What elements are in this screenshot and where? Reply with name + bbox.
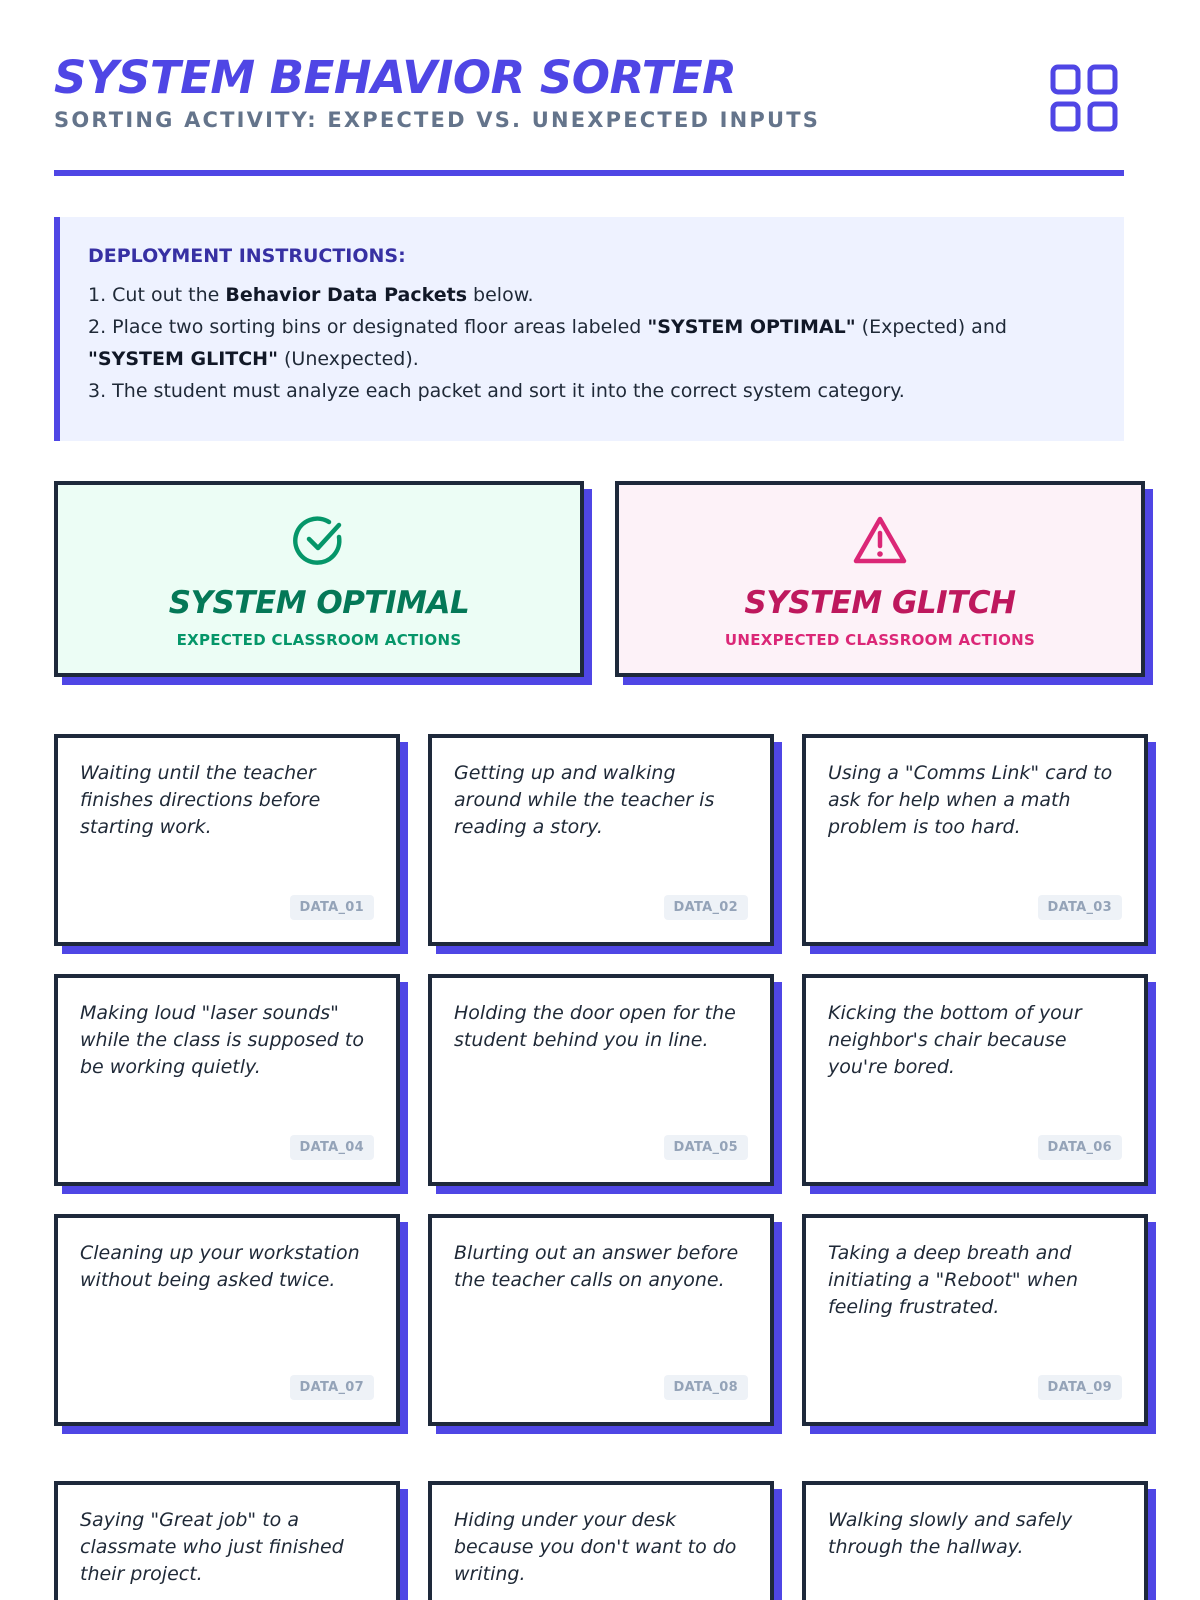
card-tag: DATA_09 (1038, 1375, 1122, 1400)
bin-glitch-title: SYSTEM GLITCH (744, 585, 1016, 621)
behavior-card[interactable] (802, 1214, 1148, 1426)
page-header (54, 50, 1124, 174)
card-tag: DATA_03 (1038, 895, 1122, 920)
behavior-card[interactable] (802, 974, 1148, 1186)
bin-optimal-subtitle: EXPECTED CLASSROOM ACTIONS (176, 631, 462, 649)
card-text: Taking a deep breath and initiating a "Reboot" when feeling frustrated. (828, 1242, 1079, 1318)
card-tag: DATA_06 (1038, 1135, 1122, 1160)
instruction-step-3: 3. The student must analyze each packet and sort it into the correct system category. (88, 380, 905, 402)
behavior-card[interactable] (54, 1214, 400, 1426)
bin-system-glitch (615, 481, 1145, 677)
header-divider (54, 170, 1124, 176)
card-text: Walking slowly and safely through the hallway. (828, 1509, 1073, 1558)
card-tag: DATA_08 (664, 1375, 748, 1400)
grid-icon (1050, 64, 1118, 132)
page-subtitle: SORTING ACTIVITY: EXPECTED VS. UNEXPECTED INPUTS (54, 108, 821, 132)
card-text: Blurting out an answer before the teacher calls on anyone. (454, 1242, 739, 1291)
bin-glitch-subtitle: UNEXPECTED CLASSROOM ACTIONS (724, 631, 1036, 649)
behavior-card[interactable] (428, 1214, 774, 1426)
bin-optimal-title: SYSTEM OPTIMAL (168, 585, 470, 621)
behavior-card[interactable] (54, 1481, 400, 1600)
behavior-card[interactable] (428, 1481, 774, 1600)
instructions-panel (54, 217, 1124, 441)
check-circle-icon (291, 513, 347, 569)
card-text: Cleaning up your workstation without being asked twice. (80, 1242, 360, 1291)
behavior-card[interactable] (428, 734, 774, 946)
card-text: Using a "Comms Link" card to ask for help when a math problem is too hard. (828, 762, 1113, 838)
behavior-card[interactable] (54, 974, 400, 1186)
behavior-card[interactable] (802, 734, 1148, 946)
behavior-card[interactable] (428, 974, 774, 1186)
card-text: Making loud "laser sounds" while the class is supposed to be working quietly. (80, 1002, 364, 1078)
card-text: Saying "Great job" to a classmate who just finished their project. (80, 1509, 344, 1585)
behavior-card[interactable] (802, 1481, 1148, 1600)
page-title: SYSTEM BEHAVIOR SORTER (54, 51, 737, 104)
card-tag: DATA_04 (290, 1135, 374, 1160)
instruction-step-2: 2. Place two sorting bins or designated floor areas labeled "SYSTEM OPTIMAL" (Expected) and "SYSTEM GLITCH" (Unexpected). (88, 316, 1007, 370)
bin-system-optimal (54, 481, 584, 677)
card-tag: DATA_05 (664, 1135, 748, 1160)
warning-triangle-icon (852, 513, 908, 569)
instruction-step-1: 1. Cut out the Behavior Data Packets below. (88, 284, 534, 306)
card-text: Kicking the bottom of your neighbor's chair because you're bored. (828, 1002, 1082, 1078)
card-text: Waiting until the teacher finishes directions before starting work. (80, 762, 321, 838)
card-tag: DATA_02 (664, 895, 748, 920)
instructions-heading: DEPLOYMENT INSTRUCTIONS: (88, 245, 406, 267)
card-text: Hiding under your desk because you don't want to do writing. (454, 1509, 737, 1585)
card-tag: DATA_07 (290, 1375, 374, 1400)
card-text: Getting up and walking around while the teacher is reading a story. (454, 762, 715, 838)
card-tag: DATA_01 (290, 895, 374, 920)
card-text: Holding the door open for the student behind you in line. (454, 1002, 736, 1051)
behavior-card[interactable] (54, 734, 400, 946)
